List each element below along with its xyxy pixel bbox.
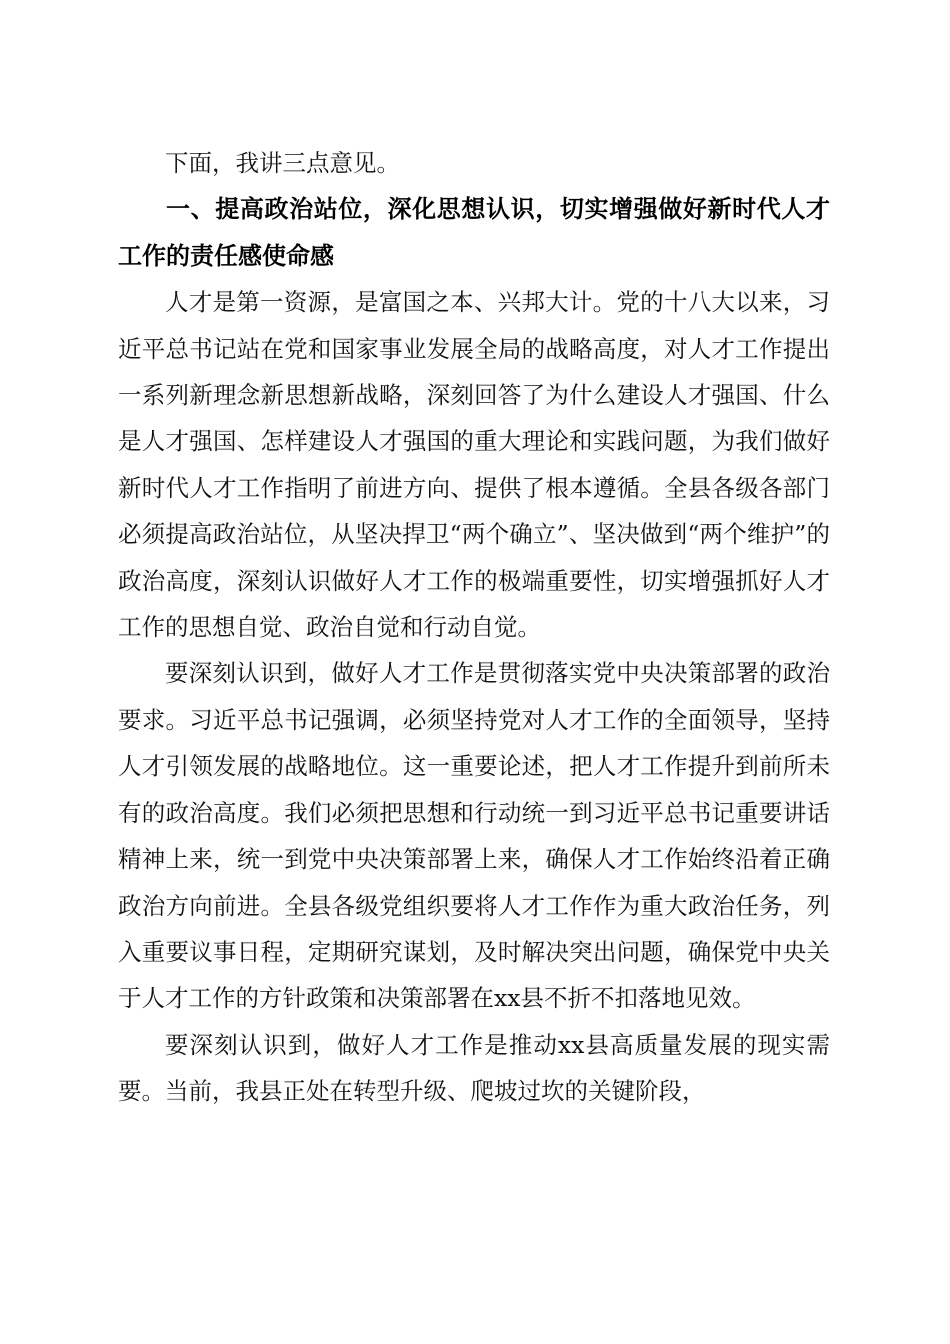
- body-paragraph-2: 要深刻认识到，做好人才工作是贯彻落实党中央决策部署的政治要求。习近平总书记强调，必须坚持党对人才工作的全面领导，坚持人才引领发展的战略地位。这一重要论述，把人才工作提升到前所未有的政治高度。我们必须把思想和行动统一到习近平总书记重要讲话精神上来，统一到党中央决策部署上来，确保人才工作始终沿着正确政治方向前进。全县各级党组织要将人才工作作为重大政治任务，列入重要议事日程，定期研究谋划，及时解决突出问题，确保党中央关于人才工作的方针政策和决策部署在xx县不折不扣落地见效。: [118, 659, 830, 1013]
- body-paragraph-1: 人才是第一资源，是富国之本、兴邦大计。党的十八大以来，习近平总书记站在党和国家事业发展全局的战略高度，对人才工作提出一系列新理念新思想新战略，深刻回答了为什么建设人才强国、什么是人才强国、怎样建设人才强国的重大理论和实践问题，为我们做好新时代人才工作指明了前进方向、提供了根本遵循。全县各级各部门必须提高政治站位，从坚决捍卫“两个确立”、坚决做到“两个维护”的政治高度，深刻认识做好人才工作的极端重要性，切实增强抓好人才工作的思想自觉、政治自觉和行动自觉。: [118, 288, 830, 642]
- document-body: [118, 140, 830, 1115]
- intro-paragraph: 下面，我讲三点意见。: [165, 149, 400, 177]
- body-paragraph-3: 要深刻认识到，做好人才工作是推动xx县高质量发展的现实需要。当前，我县正处在转型升级、爬坡过坎的关键阶段，: [118, 1030, 830, 1106]
- section-heading: 一、提高政治站位，深化思想认识，切实增强做好新时代人才工作的责任感使命感: [118, 195, 830, 270]
